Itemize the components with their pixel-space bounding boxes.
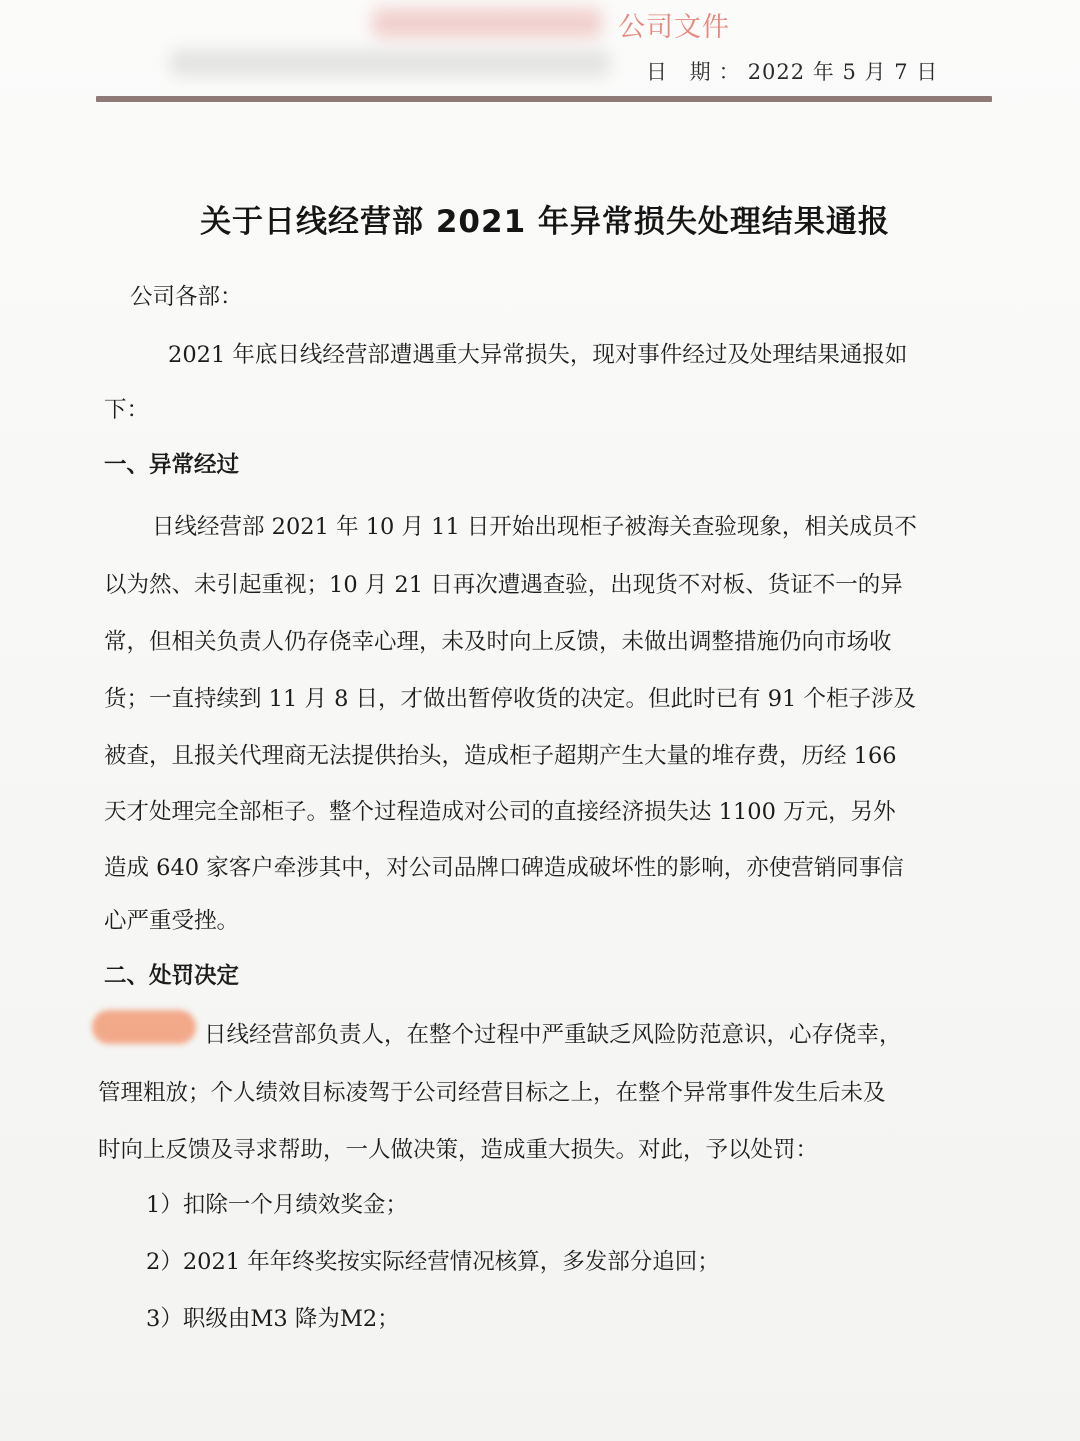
penalty-item: 3）职级由M3 降为M2； [146,1306,400,1332]
section-heading-penalty: 二、处罚决定 [104,963,240,989]
paragraph-line: 天才处理完全部柜子。整个过程造成对公司的直接经济损失达 1100 万元，另外 [104,799,896,825]
paragraph-line: 常，但相关负责人仍存侥幸心理，未及时向上反馈，未做出调整措施仍向市场收 [104,629,892,655]
paragraph-line: 心严重受挫。 [104,908,240,934]
penalty-item: 2）2021 年年终奖按实际经营情况核算，多发部分追回； [146,1249,720,1275]
company-file-header [360,4,730,44]
paragraph-line: 日线经营部 2021 年 10 月 11 日开始出现柜子被海关查验现象，相关成员不 [152,514,917,540]
paragraph-line: 造成 640 家客户牵涉其中，对公司品牌口碑造成破坏性的影响，亦使营销同事信 [104,855,904,881]
redacted-header-line [170,50,610,76]
salutation: 公司各部： [130,284,243,310]
paragraph-line: 货；一直持续到 11 月 8 日，才做出暂停收货的决定。但此时已有 91 个柜子涉及 [104,686,916,712]
intro-line: 2021 年底日线经营部遭遇重大异常损失，现对事件经过及处理结果通报如 [168,342,908,368]
paragraph-line: 管理粗放；个人绩效目标凌驾于公司经营目标之上，在整个异常事件发生后未及 [98,1080,886,1106]
document-date [646,56,938,86]
penalty-item: 1）扣除一个月绩效奖金； [146,1192,408,1218]
document-title: 关于日线经营部 2021 年异常损失处理结果通报 [200,204,890,240]
redacted-person-name [92,1010,196,1044]
intro-line: 下： [104,397,150,423]
header-divider [96,96,992,102]
company-file-label: 公司文件 [618,11,730,43]
paragraph-line: 被查，且报关代理商无法提供抬头，造成柜子超期产生大量的堆存费，历经 166 [104,743,897,769]
paragraph-line: 日线经营部负责人，在整个过程中严重缺乏风险防范意识，心存侥幸， [204,1022,902,1048]
paragraph-line: 时向上反馈及寻求帮助，一人做决策，造成重大损失。对此，予以处罚： [98,1137,819,1163]
paragraph-line: 以为然、未引起重视；10 月 21 日再次遭遇查验，出现货不对板、货证不一的异 [104,572,903,598]
date-value: 2022 年 5 月 7 日 [747,60,939,84]
section-heading-incident: 一、异常经过 [104,452,240,478]
date-label: 日 期： [646,60,748,84]
